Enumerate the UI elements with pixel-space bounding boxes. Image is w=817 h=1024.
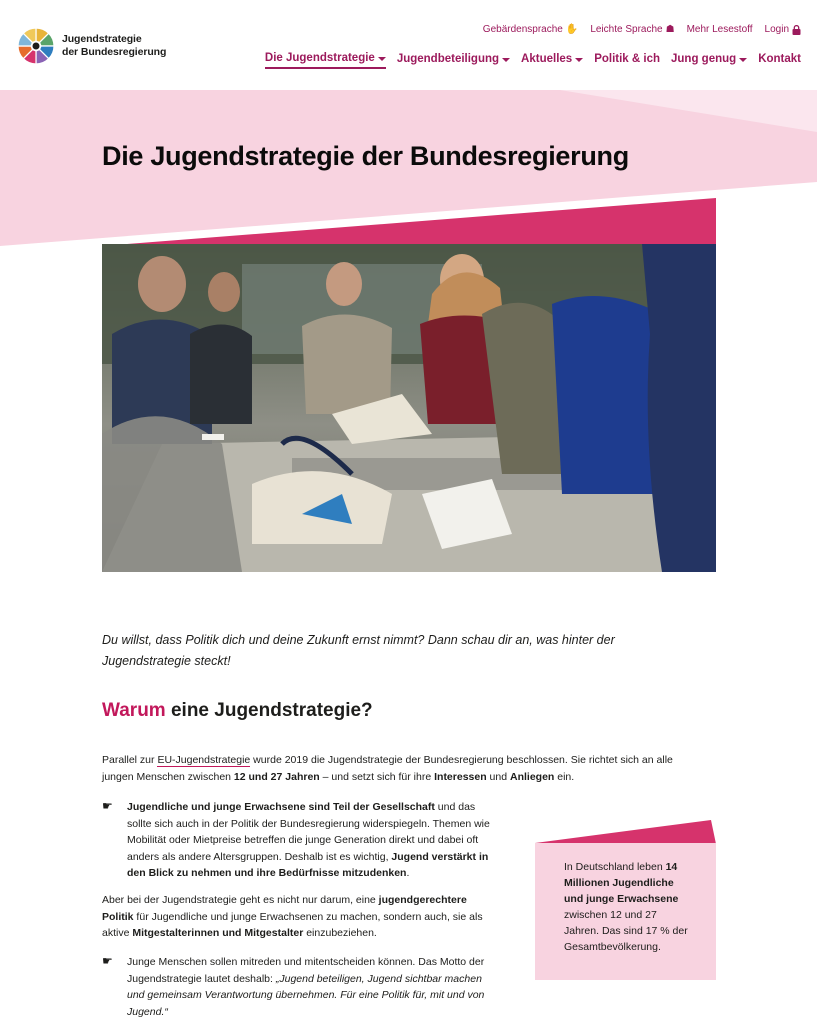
text: wurde 2019 die Jugendstrategie der Bundesregierung beschlossen. Sie richtet sich an alle jungen Menschen zwischen [102, 754, 673, 783]
link-sign-language[interactable] [483, 24, 579, 35]
intro-text: Du willst, dass Politik dich und deine Zukunft ernst nimmt? Dann schau dir an, was hinter der Jugendstrategie steckt! [102, 633, 615, 668]
link-more-reading[interactable] [687, 24, 753, 35]
bold-text: Jugend verstärkt in den Blick zu nehmen und ihre Bedürfnisse mitzudenken [127, 850, 489, 879]
nav-die-jugendstrategie[interactable] [265, 52, 386, 69]
motto-quote: „Jugend beteiligen, Jugend sichtbar machen und gemeinsam Verantwortung übernehmen. Für eine Politik für, mit und von Jugend.“ [127, 972, 485, 1018]
nav-label: Politik & ich [594, 53, 661, 65]
logo-text [62, 33, 166, 59]
pointing-hand-icon: ☛ [102, 954, 113, 968]
lock-icon [792, 25, 801, 35]
list-item-text [127, 954, 502, 1020]
paragraph-intro [102, 752, 702, 786]
link-easy-language-label: Leichte Sprache [590, 24, 663, 35]
paragraph-participation [102, 892, 497, 942]
chevron-down-icon [502, 58, 510, 62]
link-login-label: Login [764, 24, 789, 35]
bold-text: Interessen [434, 771, 487, 783]
nav-label: Die Jugendstrategie [264, 52, 375, 64]
list-item [102, 799, 502, 882]
nav-label: Aktuelles [521, 53, 573, 65]
text: In Deutschland leben [564, 861, 666, 873]
text: ein. [554, 771, 575, 783]
chevron-down-icon [378, 57, 386, 61]
section-heading-rest: eine Jugendstrategie? [165, 700, 373, 721]
nav-label: Kontakt [758, 53, 801, 65]
nav-label: Jugendbeteiligung [396, 53, 500, 65]
logo-line-2: der Bundesregierung [62, 46, 167, 58]
chevron-down-icon [739, 58, 747, 62]
nav-politik-und-ich[interactable] [594, 52, 660, 69]
page-title: Die Jugendstrategie der Bundesregierung [102, 141, 629, 171]
bold-text: jugendgerechtere Politik [102, 894, 467, 923]
factbox-accent-shape [535, 820, 716, 844]
nav-kontakt[interactable] [758, 52, 801, 69]
nav-aktuelles[interactable] [521, 52, 583, 69]
fact-box-text [564, 859, 694, 955]
link-more-reading-label: Mehr Lesestoff [686, 24, 753, 35]
text: einzubeziehen. [303, 927, 377, 939]
bold-text: Mitgestalterinnen und Mitgestalter [132, 927, 304, 939]
text: Aber bei der Jugendstrategie geht es nicht nur darum, eine [102, 894, 379, 906]
link-login[interactable] [765, 24, 801, 35]
text: und [486, 771, 510, 783]
sign-language-icon: ✋ [565, 24, 579, 35]
bold-text: Jugendliche und junge Erwachsene sind Teil der Gesellschaft [127, 801, 435, 813]
bold-text: Anliegen [510, 771, 555, 783]
easy-language-icon: ☗ [665, 24, 675, 35]
nav-label: Jung genug [671, 53, 737, 65]
list-item [102, 954, 502, 1020]
text: für Jugendliche und junge Erwachsenen zu machen, sondern auch, sie als aktive [102, 910, 483, 939]
site-logo[interactable] [16, 26, 166, 66]
text: Parallel zur [102, 754, 158, 766]
text: – und setzt sich für ihre [319, 771, 435, 783]
pointing-hand-icon: ☛ [102, 799, 113, 813]
nav-jugendbeteiligung[interactable] [397, 52, 510, 69]
bold-text: 14 Millionen Jugendliche und junge Erwachsene [564, 861, 679, 905]
bold-text: 12 und 27 Jahren [233, 771, 320, 783]
text: Junge Menschen sollen mitreden und mitentscheiden können. Das Motto der Jugendstrategie lautet deshalb: [127, 956, 485, 985]
eu-jugendstrategie-link[interactable]: EU-Jugendstrategie [157, 754, 251, 766]
utility-nav [483, 24, 801, 35]
hero-photo [102, 244, 716, 572]
fact-box [535, 843, 716, 980]
section-heading-accent: Warum [102, 700, 166, 721]
chevron-down-icon [575, 58, 583, 62]
logo-flower-icon [16, 26, 56, 66]
main-nav [265, 52, 801, 69]
link-easy-language[interactable] [590, 24, 674, 35]
text: und das sollte sich auch in der Politik der Bundesregierung widerspiegeln. Themen wie Mobilität oder Mietpreise betreffen die junge Generation direkt und dabei oft anders als andere Altersgruppen. Deshalb ist es wichtig, [127, 801, 490, 863]
logo-line-1: Jugendstrategie [62, 33, 142, 45]
link-sign-language-label: Gebärdensprache [482, 24, 563, 35]
section-heading [102, 700, 373, 722]
nav-jung-genug[interactable] [671, 52, 747, 69]
list-item-text [127, 799, 502, 882]
text: . [406, 867, 410, 879]
text: zwischen 12 und 27 Jahren. Das sind 17 % der Gesamtbevölkerung. [564, 909, 688, 953]
